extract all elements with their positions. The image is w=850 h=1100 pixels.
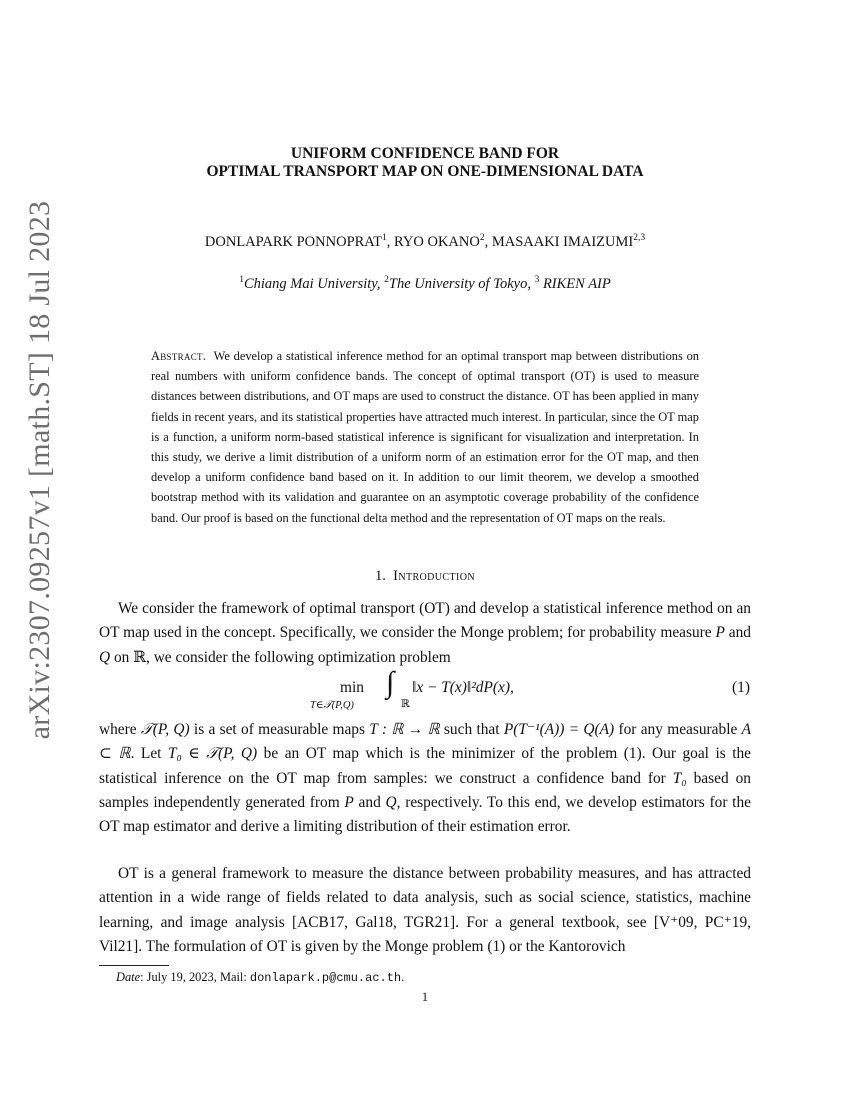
equation-min-subscript: T∈𝒯(P,Q) xyxy=(310,700,354,711)
paper-title xyxy=(100,145,750,181)
paragraph-text: where xyxy=(99,721,141,738)
footnote-text: : July 19, 2023, Mail: xyxy=(140,970,250,984)
display-equation xyxy=(99,666,751,718)
author-1-affiliation: 1 xyxy=(382,233,387,243)
author-2: RYO OKANO xyxy=(394,233,480,250)
math-inline: T₀ xyxy=(672,769,687,787)
paragraph-3: OT is a general framework to measure the distance between probability measures, and has attracted attention in a wide range of fields related to data analysis, such as social science, statistics, machine learning, and image analysis [ACB17, Gal18, TGR21]. For a general textbook, see [V⁺09, PC⁺19, Vil21]. The formulation of OT is given by the Monge problem (1) or the Kantorovich xyxy=(99,865,751,955)
math-inline: Q xyxy=(385,793,397,811)
math-inline: P xyxy=(344,793,354,811)
abstract-text: We develop a statistical inference method for an optimal transport map between distributions on real numbers with uniform confidence bands. The concept of optimal transport (OT) is used to measure distances between distributions, and OT maps are used to construct the distance. OT has been applied in many fields in recent years, and its statistical properties have attracted much interest. In particular, since the OT map is a function, a uniform norm-based statistical inference is significant for visualization and interpretation. In this study, we derive a limit distribution of a uniform norm of an estimation error for the OT map, and then develop a uniform confidence band based on it. In addition to our limit theorem, we develop a smoothed bootstrap method with its validation and guarantee on an asymptotic coverage probability of the confidence band. Our proof is based on the functional delta method and the representation of OT maps on the reals. xyxy=(151,349,699,525)
equation-integrand: ‖x − T(x)‖²dP(x), xyxy=(412,679,514,696)
paragraph-text: be an OT map which is the minimizer of the problem (1). Our goal is the statistical inference on the OT map from samples: we construct a confidence band for xyxy=(99,745,752,787)
footnote-email: donlapark.p@cmu.ac.th xyxy=(249,971,402,985)
footnote-end: . xyxy=(401,970,405,984)
affiliation-1-mark: 1 xyxy=(239,275,244,285)
math-inline: T : ℝ → ℝ xyxy=(369,721,440,738)
footnote-label: Date xyxy=(116,970,141,984)
paragraph-text: based on samples independently generated from xyxy=(99,769,751,811)
author-2-affiliation: 2 xyxy=(479,233,485,243)
section-title: Introduction xyxy=(393,568,475,584)
author-3-affiliation: 2,3 xyxy=(633,233,646,243)
math-inline: 𝒯(P, Q) xyxy=(140,721,190,738)
affiliation-2-mark: 2 xyxy=(384,275,389,285)
math-symbol: P xyxy=(715,624,725,642)
equation-min: min xyxy=(340,679,364,696)
footnote xyxy=(116,970,404,985)
title-line-1: UNIFORM CONFIDENCE BAND FOR xyxy=(290,145,560,162)
paragraph-text: , respectively. To this end, we develop estimators for the OT map estimator and derive a limiting distribution of their estimation error. xyxy=(99,793,751,836)
paragraph-text: such that xyxy=(439,721,504,738)
paragraph-2 xyxy=(99,718,751,839)
author-list xyxy=(100,233,750,251)
author-1: DONLAPARK PONNOPRAT xyxy=(204,233,383,250)
abstract-label: Abstract. xyxy=(151,349,207,363)
section-number: 1. xyxy=(375,568,386,584)
author-separator: , xyxy=(484,233,492,250)
author-separator: , xyxy=(386,233,395,250)
paragraph-text: . Let xyxy=(130,745,168,763)
math-inline: P(T⁻¹(A)) = Q(A) xyxy=(503,721,615,738)
equation-number: (1) xyxy=(732,679,750,696)
paragraph-text: and xyxy=(353,793,386,811)
math-inline: T₀ ∈ 𝒯(P, Q) xyxy=(167,745,258,763)
paragraph-text: on ℝ, we consider the following optimization problem xyxy=(110,648,451,666)
equation-body xyxy=(310,666,610,718)
integral-domain: ℝ xyxy=(401,699,410,710)
title-line-2: OPTIMAL TRANSPORT MAP ON ONE-DIMENSIONAL DATA xyxy=(206,163,644,180)
abstract xyxy=(151,346,699,528)
paragraph-1 xyxy=(99,597,751,670)
math-symbol: Q xyxy=(99,648,111,666)
affiliation-3: RIKEN AIP xyxy=(539,275,611,292)
section-heading xyxy=(100,568,750,585)
footnote-rule xyxy=(99,965,169,966)
paragraph-text: and xyxy=(724,624,751,642)
arxiv-identifier: arXiv:2307.09257v1 [math.ST] 18 Jul 2023 xyxy=(23,200,56,740)
paragraph-text: We consider the framework of optimal transport (OT) and develop a statistical inference method on an OT map used in the concept. Specifically, we consider the Monge problem; for probability measure xyxy=(99,600,751,642)
paragraph-text: for any measurable xyxy=(614,721,742,738)
math-inline: A ⊂ ℝ xyxy=(99,721,752,763)
arxiv-stamp xyxy=(0,0,60,1100)
paragraph-text: is a set of measurable maps xyxy=(189,721,370,738)
affiliation-3-mark: 3 xyxy=(534,275,540,285)
affiliation-2: The University of Tokyo, xyxy=(388,275,535,292)
integral-sign: ∫ xyxy=(386,666,395,699)
page-number: 1 xyxy=(421,990,429,1004)
author-3: MASAAKI IMAIZUMI xyxy=(491,233,634,250)
affiliation-1: Chiang Mai University, xyxy=(243,275,385,292)
affiliations xyxy=(100,275,750,293)
